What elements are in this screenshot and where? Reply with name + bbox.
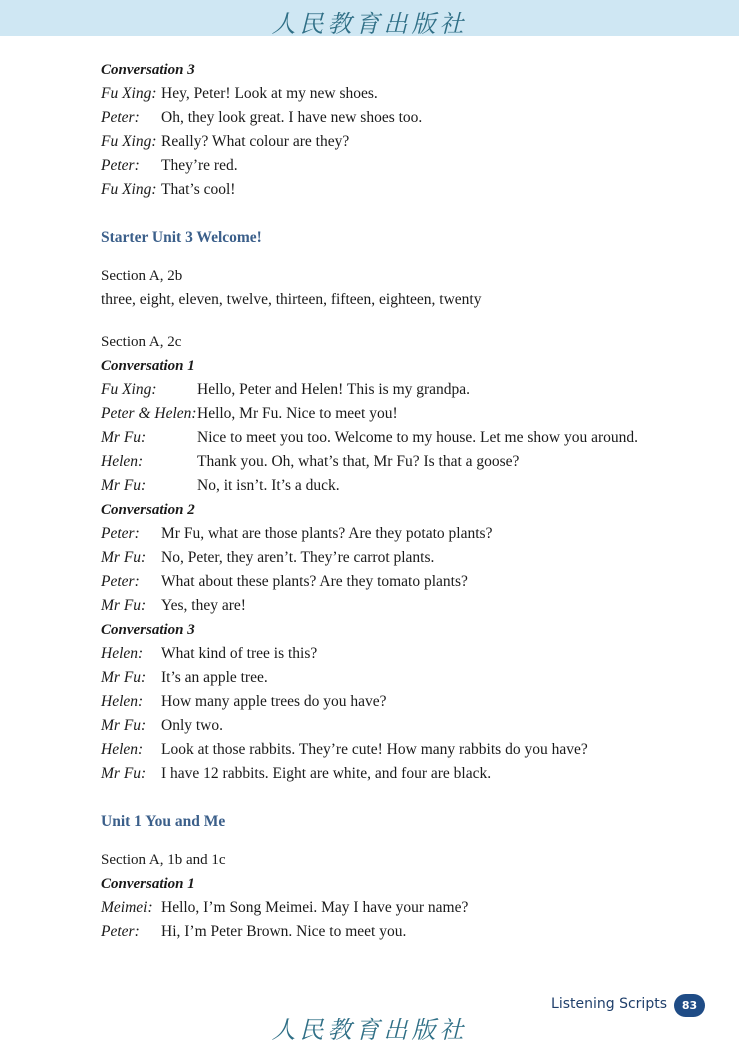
- speaker: Fu Xing:: [101, 381, 157, 398]
- utterance: No, Peter, they aren’t. They’re carrot plants.: [161, 549, 435, 566]
- dialogue-line: [101, 594, 701, 618]
- conversation-title: Conversation 1: [101, 358, 195, 374]
- utterance: They’re red.: [161, 157, 238, 174]
- dialogue-line: [101, 130, 701, 154]
- publisher-logo-footer: 人民教育出版社: [271, 1016, 468, 1044]
- section-label: Section A, 2b: [101, 268, 183, 284]
- conversation-title: Conversation 3: [101, 622, 195, 638]
- unit-heading: Unit 1 You and Me: [101, 813, 226, 830]
- utterance: Nice to meet you too. Welcome to my house. Let me show you around.: [197, 429, 638, 446]
- dialogue-line: [101, 106, 701, 130]
- speaker: Peter:: [101, 525, 140, 542]
- speaker: Mr Fu:: [101, 429, 147, 446]
- dialogue-line: [101, 738, 701, 762]
- speaker: Mr Fu:: [101, 765, 147, 782]
- footer-section-label: Listening Scripts: [551, 996, 667, 1012]
- speaker: Helen:: [101, 645, 144, 662]
- utterance: It’s an apple tree.: [161, 669, 268, 686]
- utterance: Hello, Mr Fu. Nice to meet you!: [197, 405, 398, 422]
- speaker: Helen:: [101, 453, 144, 470]
- utterance: Oh, they look great. I have new shoes too.: [161, 109, 423, 126]
- utterance: Hey, Peter! Look at my new shoes.: [161, 85, 378, 102]
- speaker: Fu Xing:: [101, 133, 157, 150]
- section-label: Section A, 2c: [101, 334, 182, 350]
- number-list: three, eight, eleven, twelve, thirteen, fifteen, eighteen, twenty: [101, 291, 482, 308]
- speaker: Mr Fu:: [101, 717, 147, 734]
- dialogue-line: [101, 570, 701, 594]
- speaker: Meimei:: [101, 899, 153, 916]
- utterance: What about these plants? Are they tomato plants?: [161, 573, 468, 590]
- dialogue-line: [101, 546, 701, 570]
- unit-heading: Starter Unit 3 Welcome!: [101, 229, 262, 246]
- dialogue-line: [101, 450, 701, 474]
- conversation-title: Conversation 2: [101, 502, 195, 518]
- conversation-title: Conversation 3: [101, 62, 195, 78]
- utterance: Only two.: [161, 717, 223, 734]
- dialogue-line: [101, 522, 701, 546]
- speaker: Mr Fu:: [101, 549, 147, 566]
- dialogue-line: [101, 402, 701, 426]
- dialogue-line: [101, 178, 701, 202]
- section-label: Section A, 1b and 1c: [101, 852, 226, 868]
- speaker: Helen:: [101, 693, 144, 710]
- speaker: Peter:: [101, 573, 140, 590]
- dialogue-line: [101, 82, 701, 106]
- utterance: How many apple trees do you have?: [161, 693, 387, 710]
- conversation-title: Conversation 1: [101, 876, 195, 892]
- utterance: Hello, Peter and Helen! This is my grandpa.: [197, 381, 471, 398]
- speaker: Mr Fu:: [101, 597, 147, 614]
- speaker: Peter:: [101, 157, 140, 174]
- page-number-badge: 83: [674, 994, 705, 1017]
- dialogue-line: [101, 378, 701, 402]
- speaker: Peter & Helen:: [101, 405, 197, 422]
- utterance: What kind of tree is this?: [161, 645, 318, 662]
- speaker: Peter:: [101, 923, 140, 940]
- speaker: Fu Xing:: [101, 181, 157, 198]
- publisher-logo: 人民教育出版社: [271, 10, 468, 38]
- dialogue-line: [101, 896, 701, 920]
- dialogue-line: [101, 762, 701, 786]
- speaker: Helen:: [101, 741, 144, 758]
- listening-scripts-content: [101, 58, 701, 944]
- speaker: Fu Xing:: [101, 85, 157, 102]
- utterance: Thank you. Oh, what’s that, Mr Fu? Is that a goose?: [197, 453, 520, 470]
- utterance: Hi, I’m Peter Brown. Nice to meet you.: [161, 923, 407, 940]
- utterance: No, it isn’t. It’s a duck.: [197, 477, 340, 494]
- speaker: Mr Fu:: [101, 669, 147, 686]
- utterance: Look at those rabbits. They’re cute! How many rabbits do you have?: [161, 741, 588, 758]
- utterance: That’s cool!: [161, 181, 236, 198]
- dialogue-line: [101, 642, 701, 666]
- utterance: I have 12 rabbits. Eight are white, and four are black.: [161, 765, 492, 782]
- dialogue-line: [101, 154, 701, 178]
- dialogue-line: [101, 474, 701, 498]
- dialogue-line: [101, 690, 701, 714]
- dialogue-line: [101, 666, 701, 690]
- dialogue-line: [101, 426, 701, 450]
- utterance: Yes, they are!: [161, 597, 246, 614]
- speaker: Peter:: [101, 109, 140, 126]
- dialogue-line: [101, 920, 701, 944]
- dialogue-line: [101, 714, 701, 738]
- utterance: Mr Fu, what are those plants? Are they potato plants?: [161, 525, 493, 542]
- utterance: Hello, I’m Song Meimei. May I have your name?: [161, 899, 469, 916]
- utterance: Really? What colour are they?: [161, 133, 350, 150]
- speaker: Mr Fu:: [101, 477, 147, 494]
